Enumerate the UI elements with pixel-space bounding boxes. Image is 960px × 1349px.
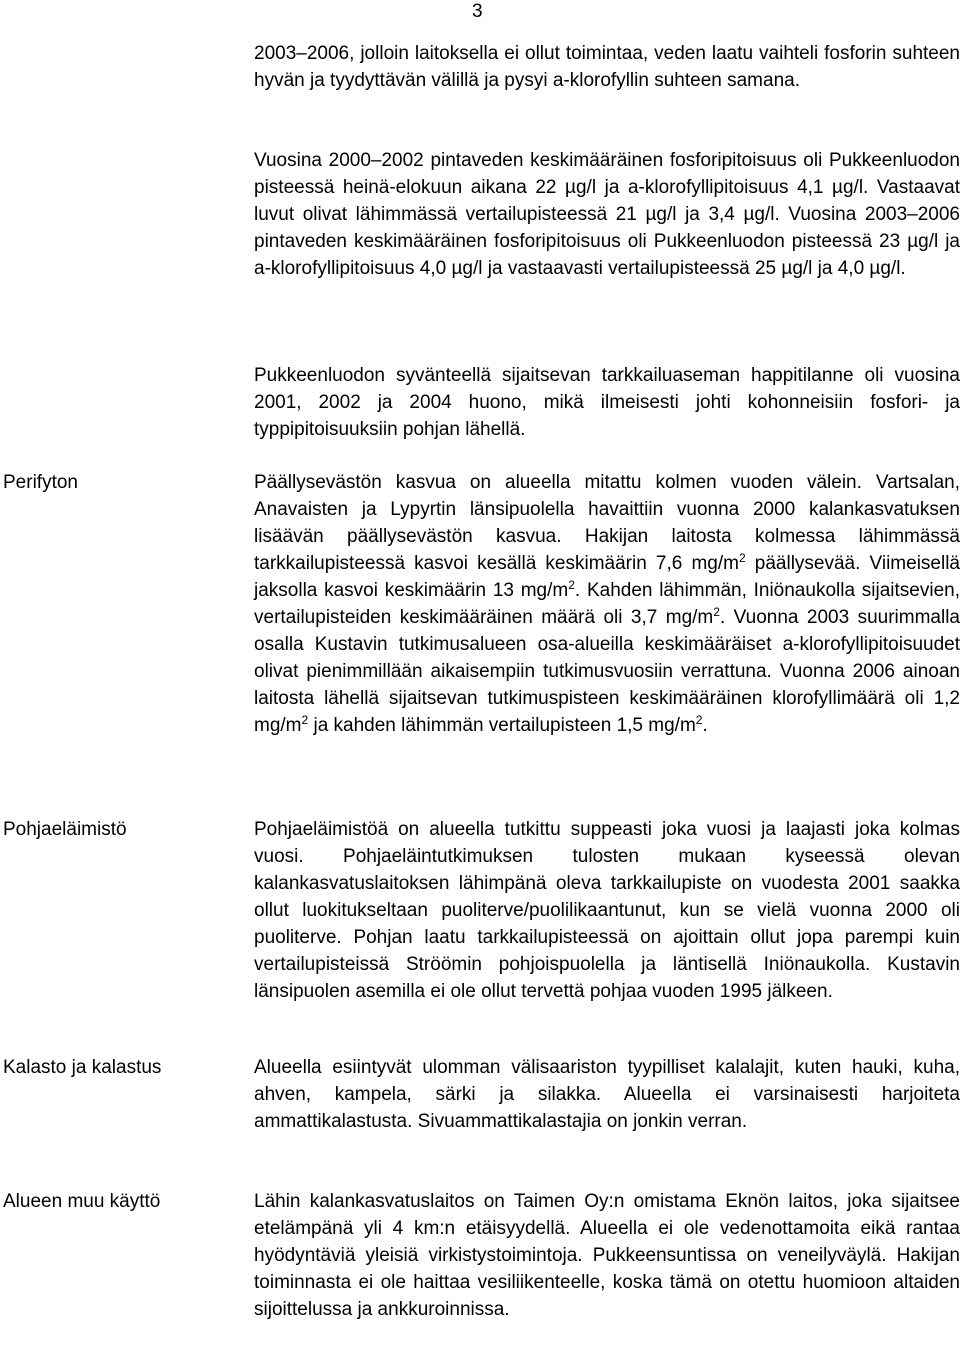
intro-paragraph-3: Pukkeenluodon syvänteellä sijaitsevan tarkkailuaseman happitilanne oli vuosina 2001, 2002 ja 2004 huono, mikä ilmeisesti johti kohonneisiin fosfori- ja typpipitoisuuksiin pohjan lähellä. <box>254 365 960 440</box>
section-label-perifyton: Perifyton <box>3 472 78 493</box>
section-text-muu-kaytto: Lähin kalankasvatuslaitos on Taimen Oy:n omistama Eknön laitos, joka sijaitsee etelämpänä yli 4 km:n etäisyydellä. Alueella ei ole vedenottamoita eikä rantaa hyödyntäviä yleisiä virkistystoimintoja. Pukkeensuntissa on veneilyväylä. Hakijan toiminnasta ei ole haittaa vesiliikenteelle, koska tämä on otettu huomioon altaiden sijoittelussa ja ankkuroinnissa. <box>254 1191 960 1320</box>
section-text-pohjaelaimisto: Pohjaeläimistöä on alueella tutkittu suppeasti joka vuosi ja laajasti joka kolmas vuosi. Pohjaeläintutkimuksen tulosten mukaan kyseessä olevan kalankasvatuslaitoksen lähimpänä oleva tarkkailupiste on vuodesta 2001 saakka ollut luokitukseltaan puoliterve/puolilikaantunut, kun se vielä vuonna 2000 oli puoliterve. Pohjan laatu tarkkailupisteessä on ajoittain ollut jopa parempi kuin vertailupisteissä Ströömin pohjoispuolella ja läntisellä Iniönaukolla. Kustavin länsipuolen asemilla ei ole ollut tervettä pohjaa vuoden 1995 jälkeen. <box>254 819 960 1002</box>
section-label-muu-kaytto: Alueen muu käyttö <box>3 1191 161 1212</box>
section-label-pohjaelaimisto: Pohjaeläimistö <box>3 819 127 840</box>
intro-paragraph-1: 2003–2006, jolloin laitoksella ei ollut toimintaa, veden laatu vaihteli fosforin suhteen hyvän ja tyydyttävän välillä ja pysyi a-klorofyllin suhteen samana. <box>254 43 960 91</box>
perifyton-text-b: päällysevää. Viimeisellä jaksolla kasvoi keskimäärin 13 mg/m <box>254 553 960 601</box>
perifyton-text-e: ja kahden lähimmän vertailupisteen 1,5 mg/m <box>308 715 696 736</box>
section-label-kalasto: Kalasto ja kalastus <box>3 1057 162 1078</box>
section-text-perifyton <box>254 469 960 739</box>
perifyton-text-f: . <box>702 715 708 736</box>
section-text-kalasto: Alueella esiintyvät ulomman välisaariston tyypilliset kalalajit, kuten hauki, kuha, ahven, kampela, särki ja silakka. Alueella ei varsinaisesti harjoiteta ammattikalastusta. Sivuammattikalastajia on jonkin verran. <box>254 1057 960 1132</box>
perifyton-text-a: Päällysevästön kasvua on alueella mitattu kolmen vuoden välein. Vartsalan, Anavaisten ja Lypyrtin länsipuolella havaittiin vuonna 2000 kalankasvatuksen lisäävän päällysevästön kasvua. Hakijan laitosta kolmessa lähimmässä tarkkailupisteessä kasvoi kesällä keskimäärin 7,6 mg/m <box>254 472 960 574</box>
superscript-2: 2 <box>568 578 575 592</box>
superscript-2: 2 <box>301 713 309 727</box>
superscript-2: 2 <box>695 713 703 727</box>
perifyton-text-d: . Vuonna 2003 suurimmalla osalla Kustavin tutkimusalueen osa-alueilla keskimääräiset a-klorofyllipitoisuudet olivat pienimmillään aikaisempiin tutkimusvuosiin verrattuna. Vuonna 2006 ainoan laitosta lähellä sijaitsevan tutkimuspisteen keskimääräinen klorofyllimäärä oli 1,2 mg/m <box>254 607 960 736</box>
superscript-2: 2 <box>713 605 720 619</box>
intro-paragraph-2: Vuosina 2000–2002 pintaveden keskimääräinen fosforipitoisuus oli Pukkeenluodon pisteessä heinä-elokuun aikana 22 µg/l ja a-klorofyllipitoisuus 4,1 µg/l. Vastaavat luvut olivat lähimmässä vertailupisteessä 21 µg/l ja 3,4 µg/l. Vuosina 2003–2006 pintaveden keskimääräinen fosforipitoisuus oli Pukkeenluodon pisteessä 23 µg/l ja a-klorofyllipitoisuus 4,0 µg/l ja vastaavasti vertailupisteessä 25 µg/l ja 4,0 µg/l. <box>254 150 960 279</box>
perifyton-text-c: . Kahden lähimmän, Iniönaukolla sijaitsevien, vertailupisteiden keskimääräinen määrä oli 3,7 mg/m <box>254 580 960 628</box>
superscript-2: 2 <box>738 551 746 565</box>
page-number: 3 <box>472 1 483 22</box>
